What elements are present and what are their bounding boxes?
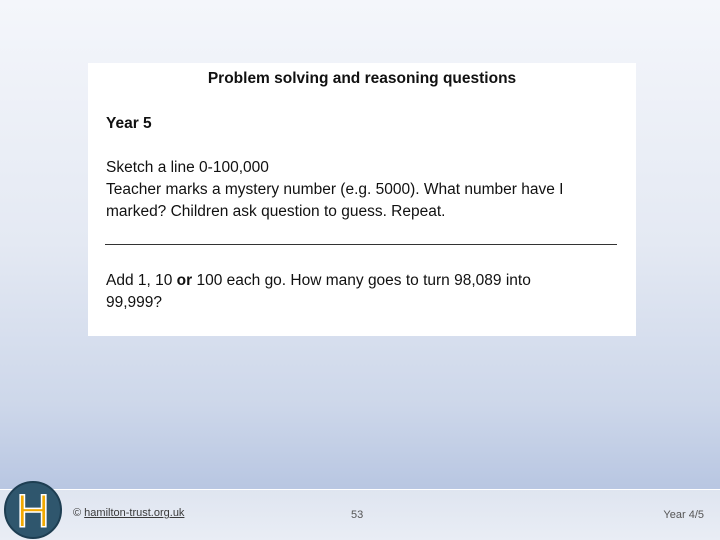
logo-letter: H xyxy=(16,485,50,537)
year-heading: Year 5 xyxy=(106,115,152,132)
page-title: Problem solving and reasoning questions xyxy=(207,70,517,87)
h-letter-icon xyxy=(6,483,60,537)
question-1 xyxy=(106,157,621,223)
question-1-line-1: Sketch a line 0-100,000 xyxy=(106,159,269,176)
question-2-text-b: 100 each go. How many goes to turn 98,089 into xyxy=(192,272,531,289)
question-2-bold-or: or xyxy=(176,272,193,289)
question-2-text-a: Add 1, 10 xyxy=(106,272,177,289)
copyright-symbol: © xyxy=(73,507,82,519)
hamilton-logo xyxy=(4,481,62,539)
question-2 xyxy=(106,270,621,314)
page-number: 53 xyxy=(351,509,364,521)
copyright-notice xyxy=(73,507,184,519)
question-card xyxy=(88,63,636,336)
question-2-line-1 xyxy=(106,270,621,292)
question-2-line-2: 99,999? xyxy=(106,294,163,311)
question-1-line-2: Teacher marks a mystery number (e.g. 5000). What number have I xyxy=(106,181,564,198)
year-label: Year 4/5 xyxy=(663,509,704,521)
divider-line xyxy=(105,244,617,245)
question-1-line-3: marked? Children ask question to guess. Repeat. xyxy=(106,203,446,220)
hamilton-trust-link[interactable]: hamilton-trust.org.uk xyxy=(84,507,185,519)
